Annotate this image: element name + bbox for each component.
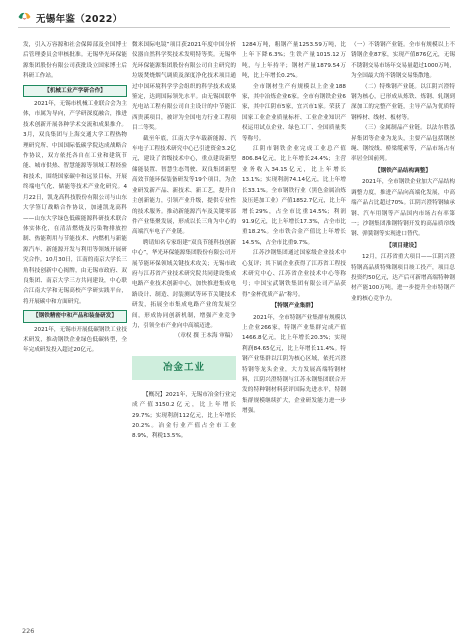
paragraph: 聘请知名专家组建“双良节能科技创新中心”，华光环保能源集团股份有限公司开展节能环保领域关键技术攻关；无锡市政府与江苏省产业技术研究院共同建设集成电路产业技术创新中心，加快推进集成电路设计、制造、封装测试等环节关键技术研发，拓展全市集成电路产业的发展空间，形成协同创新机制，增强产业竞争力，引领全市产业向中高端迈进。 bbox=[132, 239, 236, 329]
paragraph: 1284万吨，粗钢产量1253.59万吨，比上年下降6.3%；生铁产量1015.12万吨，与上年持平；钢材产量1879.54万吨，比上年增长0.2%。 bbox=[242, 42, 346, 80]
text-column-2 bbox=[132, 40, 236, 625]
book-title: 无锡年鉴（2022） bbox=[36, 14, 123, 25]
paragraph: （一）不锈钢产业链。全市有规模以上不锈钢企业87家，实现产值876亿元，无锡不锈钢交易市场年交易量超过1000万吨，为全国最大的不锈钢交易集散地。 bbox=[351, 42, 455, 80]
paragraph: 微米国际电镜”项目获2021年度中国分析仪器自然科学奖技术发明特等奖。无锡华光环保能源集团股份有限公司自主研究的垃圾焚烧烟气调质及深度净化技术项目通过中国环境科学学会组织的科学技术成果鉴定，达到国际领先水平。由无锡国联华光电站工程有限公司自主设计的中节能江西贵溪项目，被评为全国电力行业工程项目二等奖。 bbox=[132, 42, 236, 132]
author-signature: （章权 撰 王本海 审稿） bbox=[174, 333, 236, 340]
paragraph: 2021年，全市钢铁企业加大产品结构调整力度，推进产品向高端化发展，中高端产品占比超过70%。江阴兴澄特钢轴承钢、汽车用钢等产品国内市场占有率第一；沙钢集团淮钢特钢开发的高品质帘线钢、弹簧钢等实现进口替代。 bbox=[351, 179, 455, 238]
paragraph: 【概况】2021年，无锡市冶金行业完成产值3150.2亿元，比上年增长29.7%；实现利润112亿元，比上年增长20.2%。冶金行业产值占全市工业8.9%，利税13.5%。 bbox=[132, 391, 236, 440]
header-rule bbox=[18, 27, 450, 28]
page-number: 226 bbox=[22, 627, 35, 635]
section-heading-box bbox=[23, 85, 127, 97]
page-header bbox=[0, 0, 468, 30]
text-column-3 bbox=[242, 40, 346, 625]
text-column-4 bbox=[351, 40, 455, 625]
paragraph: 截至年底，江南大学车载新能源、汽车电子工程技术研究中心已引进资金3.2亿元，建设了省级技术中心，重点建设新型储能装置、智慧生态驾驶、双良集团新型高效节能环保装备研发等19个项目，为企业研发新产品、新技术、新工艺，提升自主创新能力，引领产业升级，提供专业性的技术服务。推动新能源汽车及关键零部件产业集聚发展，形成以长三角为中心的高端汽车电子产业链。 bbox=[132, 135, 236, 236]
section-heading: 【机械工业产学研合作】 bbox=[44, 87, 106, 94]
section-heading: 【特钢产业集群】 bbox=[271, 303, 317, 310]
yearbook-logo-icon bbox=[18, 11, 31, 22]
paragraph: 发，引入万容源和社会保障部及全国博士后管理委员会审核批准。无锡华光环保能源集团股份有限公司获批设立国家博士后科研工作站。 bbox=[23, 42, 127, 80]
paragraph: 12月，江苏省重大项目——江阴兴澄特钢高品质特殊钢项目竣工投产，项目总投资约50亿元，达产后可新增高端特种钢材产能100万吨，进一步提升全市特钢产业的核心竞争力。 bbox=[351, 254, 455, 302]
paragraph: 江苏沙钢集团通过国家级企业技术中心复评；其下属企业获得了江苏省工程技术研究中心、江苏省企业技术中心等称号；中国宝武钢铁集团有限公司产品获得“金杯优质产品”称号。 bbox=[242, 250, 346, 298]
paragraph: （三）金属制品产业链。以法尔胜泓昇集团等企业为龙头，主要产品包括钢丝绳、钢绞线、桥梁缆索等，产品市场占有率居全国前列。 bbox=[351, 125, 455, 163]
section-heading: 【项目建设】 bbox=[386, 242, 420, 249]
paragraph: 全市钢材生产有规模以上企业188家，其中冶炼企业6家。全市有钢铁企业6家，其中江阴市5家，宜兴市1家。荣获了国家工业企业质量标杆、工业企业知识产权运用试点企业、绿色工厂、全国质量奖等称号。 bbox=[242, 83, 346, 142]
section-heading-box bbox=[23, 310, 127, 322]
paragraph: 2021年，全市特钢产业集群有规模以上企业266家，特钢产业集群完成产值1466.8亿元，比上年增长20.3%；实现利润84.65亿元，比上年增长11.4%。特钢产业集群以江阴为核心区域，依托兴澄特钢等龙头企业，大力发展高端特钢材料，江阴兴澄特钢与江苏永钢集团联合开发的特种钢材料获评国际先进水平，特钢集群规模继续扩大，企业研发能力进一步增强。 bbox=[242, 314, 346, 415]
text-column-1 bbox=[23, 40, 127, 625]
section-heading: 【钢铁精密中和产品和装备研发】 bbox=[33, 313, 117, 320]
paragraph: 江阴市钢铁企业完成工业总产值806.84亿元，比上年增长24.4%；主营业务收入34.15亿元，比上年增长13.1%；实现利润74.14亿元，比上年增长33.1%。全市钢铁行业（黑色金属冶炼及压延加工业）产值1852.7亿元，比上年增长29%，占全市比重14.5%；利润91.9亿元，比上年增长17.3%，占全市比重18.2%。全市铁合金产值比上年增长14.5%，占全市比重9.7%。 bbox=[242, 146, 346, 246]
paragraph: 2021年，无锡市开展低碳钢铁工业技术研发，推动钢铁企业绿色低碳转型，全年完成研发投入超过20亿元。 bbox=[23, 326, 127, 354]
section-heading: 【钢铁产品结构调整】 bbox=[375, 167, 431, 174]
paragraph: （二）特殊钢产业链。以江阴兴澄特钢为核心，已形成从炼铁、炼钢、轧钢到深加工的完整产业链，主导产品为优质特钢棒材、线材、板材等。 bbox=[351, 83, 455, 121]
chapter-banner: 冶金工业 bbox=[132, 356, 236, 380]
paragraph: 2021年，无锡市机械工业联合会为主体，市属为导向，产学研深度融合，推进技术创新开展各种学术交流和成果推介。3月，双良集团与上海交通大学工程热物理研究所、中国国际低碳学院达成战略合作协议，双方依托各自在工业和建筑节能、城市供热、智慧能源等领域工程经验和技术，围绕国家碳中和远景目标，开展终端电气化、储能等技术产业化研究。4月22日，凯龙高科技股份有限公司与山东大学签订战略合作协议，加速凯龙高科——山东大学绿色低碳能源科研技术联合体实体化，在清洁燃烧及污染物排放控制、热能利用与节能技术、内燃机与新能源汽车、新能源开发与利用等领域开展研究合作。10月30日，江南的南京大学长三角科技创新中心揭牌，由无锡市政府、双良集团、南京大学三方共同建设，中心联合江南大学和无锡高校产学研实践平台，将开展碳中和方面研究。 bbox=[23, 101, 127, 305]
